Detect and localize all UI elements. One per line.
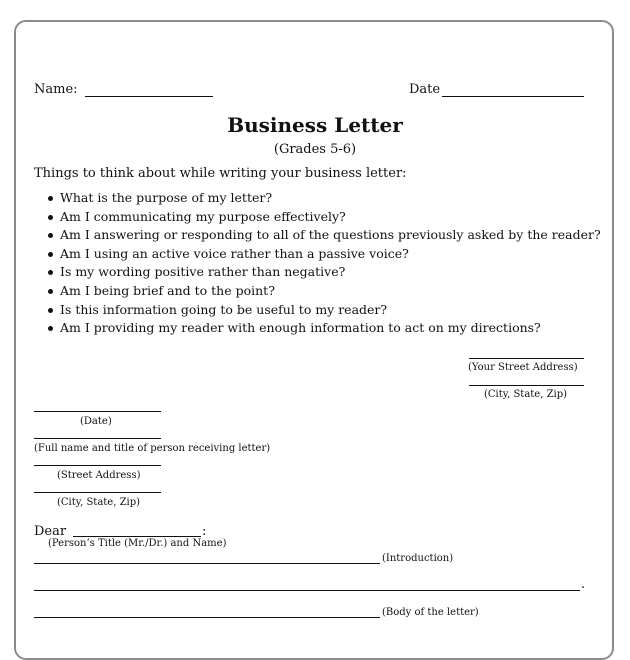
sender-street-line[interactable] bbox=[469, 358, 584, 359]
date-line[interactable] bbox=[34, 411, 161, 412]
line-end-period: . bbox=[581, 577, 586, 592]
recipient-street-line[interactable] bbox=[34, 465, 161, 466]
salutation-colon: : bbox=[202, 524, 207, 539]
name-label: Name: bbox=[34, 82, 78, 97]
introduction-hint: (Introduction) bbox=[382, 553, 454, 564]
sender-street-label: (Your Street Address) bbox=[468, 362, 578, 373]
intro-text: Things to think about while writing your business letter: bbox=[34, 166, 407, 181]
salutation-dear: Dear bbox=[34, 524, 67, 539]
body-hint: (Body of the letter) bbox=[382, 607, 479, 618]
date-hint: (Date) bbox=[80, 416, 112, 427]
recipient-name-line[interactable] bbox=[34, 438, 161, 439]
name-field-line[interactable] bbox=[85, 96, 213, 97]
question-list bbox=[48, 189, 601, 338]
body-line[interactable] bbox=[34, 617, 380, 618]
recipient-name-hint: (Full name and title of person receiving letter) bbox=[34, 443, 271, 454]
question-item: What is the purpose of my letter? bbox=[48, 189, 601, 208]
question-item: Am I being brief and to the point? bbox=[48, 282, 601, 301]
question-item: Is my wording positive rather than negative? bbox=[48, 263, 601, 282]
page-title: Business Letter bbox=[227, 113, 403, 137]
question-item: Is this information going to be useful to my reader? bbox=[48, 301, 601, 320]
question-item: Am I providing my reader with enough information to act on my directions? bbox=[48, 319, 601, 338]
sender-city-label: (City, State, Zip) bbox=[484, 389, 568, 400]
date-field-line[interactable] bbox=[442, 96, 584, 97]
introduction-line[interactable] bbox=[34, 563, 380, 564]
introduction-continuation-line[interactable] bbox=[34, 590, 580, 591]
recipient-city-hint: (City, State, Zip) bbox=[57, 497, 141, 508]
question-item: Am I answering or responding to all of the questions previously asked by the reader? bbox=[48, 226, 601, 245]
recipient-street-hint: (Street Address) bbox=[57, 470, 141, 481]
question-item: Am I communicating my purpose effectively? bbox=[48, 208, 601, 227]
salutation-line[interactable] bbox=[73, 536, 201, 537]
grade-level: (Grades 5-6) bbox=[273, 142, 357, 157]
sender-city-line[interactable] bbox=[469, 385, 584, 386]
recipient-city-line[interactable] bbox=[34, 492, 161, 493]
date-label: Date bbox=[409, 82, 441, 97]
question-item: Am I using an active voice rather than a passive voice? bbox=[48, 245, 601, 264]
salutation-hint: (Person’s Title (Mr./Dr.) and Name) bbox=[48, 538, 227, 549]
